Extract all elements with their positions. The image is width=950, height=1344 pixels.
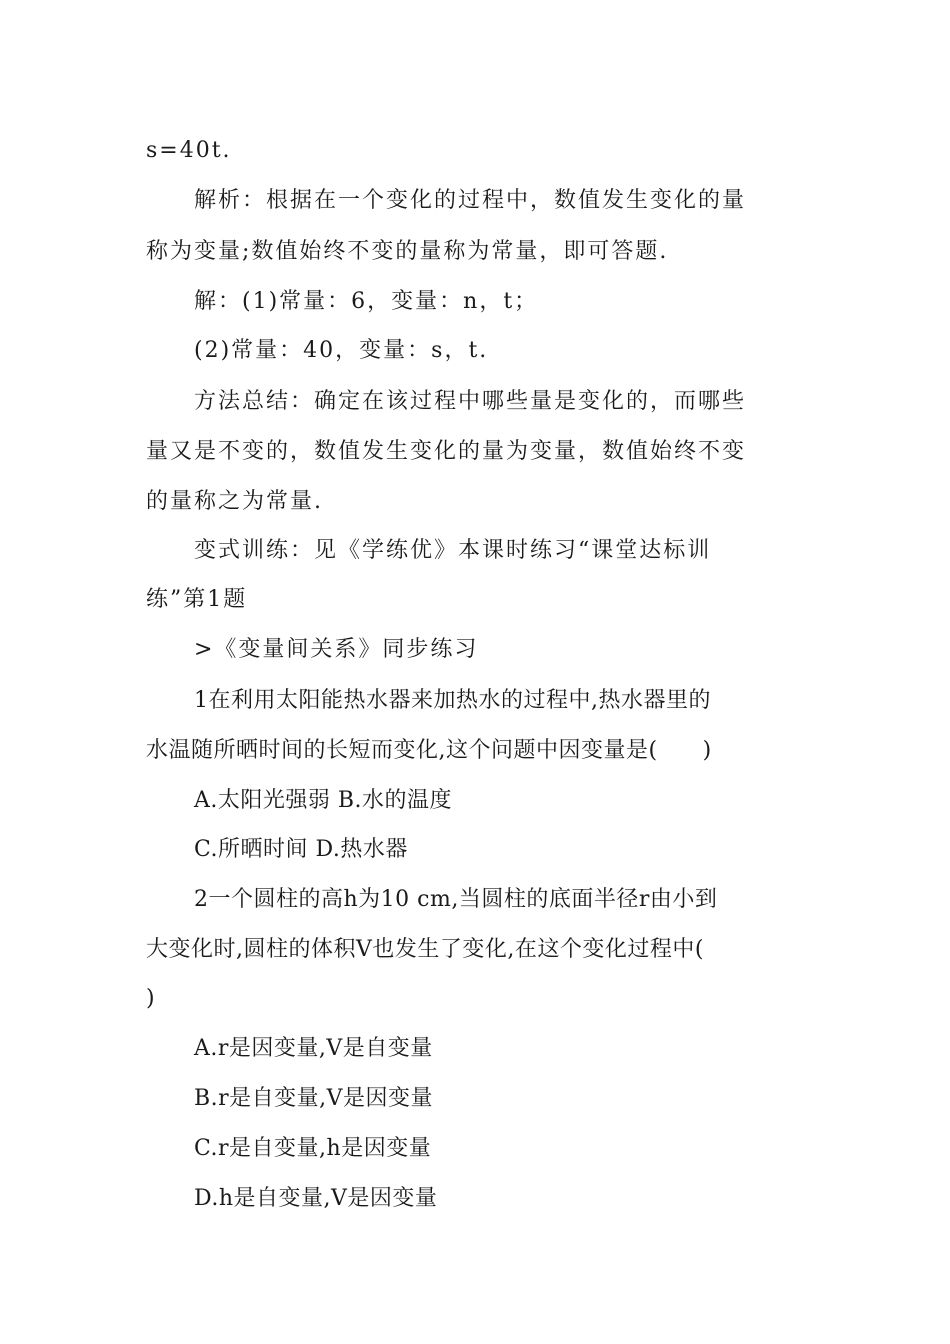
question-1-cont: 水温随所晒时间的长短而变化,这个问题中因变量是( ) xyxy=(146,738,712,763)
question-2-option-b: B.r是自变量,V是因变量 xyxy=(194,1086,434,1111)
question-1-options-ab: A.太阳光强弱 B.水的温度 xyxy=(194,788,453,813)
section-heading: >《变量间关系》同步练习 xyxy=(194,637,479,662)
text-line-variant-training: 变式训练：见《学练优》本课时练习“课堂达标训 xyxy=(194,538,712,563)
text-line-analysis: 解析：根据在一个变化的过程中，数值发生变化的量 xyxy=(194,188,747,213)
question-2: 2一个圆柱的高h为10 cm,当圆柱的底面半径r由小到 xyxy=(194,887,718,912)
text-line-summary-end: 的量称之为常量. xyxy=(146,489,323,514)
question-2-cont: 大变化时,圆柱的体积V也发生了变化,在这个变化过程中( xyxy=(146,937,704,962)
text-line-formula: s=40t. xyxy=(146,138,232,163)
text-line-summary-cont: 量又是不变的，数值发生变化的量为变量，数值始终不变 xyxy=(146,439,747,464)
text-line-summary: 方法总结：确定在该过程中哪些量是变化的，而哪些 xyxy=(194,389,747,414)
question-2-option-c: C.r是自变量,h是因变量 xyxy=(194,1136,432,1161)
question-1: 1在利用太阳能热水器来加热水的过程中,热水器里的 xyxy=(194,688,711,713)
question-2-paren: ) xyxy=(146,986,157,1011)
question-2-option-d: D.h是自变量,V是因变量 xyxy=(194,1186,438,1211)
text-line-analysis-cont: 称为变量;数值始终不变的量称为常量，即可答题. xyxy=(146,239,669,264)
text-line-variant-training-cont: 练”第1题 xyxy=(146,587,248,612)
text-line-solution-2: (2)常量：40，变量：s，t. xyxy=(194,338,489,363)
question-2-option-a: A.r是因变量,V是自变量 xyxy=(194,1036,433,1061)
text-line-solution-1: 解：(1)常量：6，变量：n，t； xyxy=(194,289,539,314)
question-1-options-cd: C.所晒时间 D.热水器 xyxy=(194,837,408,862)
